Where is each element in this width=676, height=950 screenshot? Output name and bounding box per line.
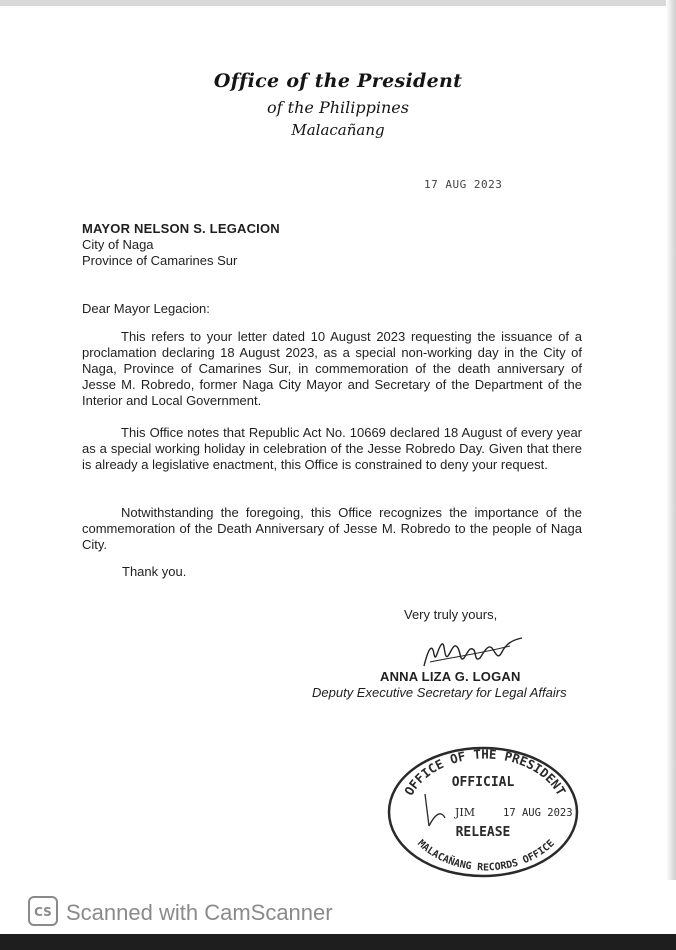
bottom-band (0, 934, 676, 950)
signer-title: Deputy Executive Secretary for Legal Affairs (312, 685, 567, 700)
page-top-edge (0, 0, 676, 6)
stamp-date: 17 AUG 2023 (503, 807, 573, 819)
signer-name: ANNA LIZA G. LOGAN (380, 669, 521, 684)
handwritten-signature (418, 632, 528, 674)
scanner-watermark: Scanned with CamScanner (66, 900, 333, 925)
stamp-official-label: OFFICIAL (451, 775, 515, 790)
addressee-province: Province of Camarines Sur (82, 253, 238, 268)
closing: Very truly yours, (404, 607, 498, 622)
date-stamp: 17 AUG 2023 (424, 178, 503, 191)
body-paragraph-2: This Office notes that Republic Act No. 10669 declared 18 August of every year as a special working holiday in celebration of the Jesse Robredo Day. Given that there is already a legislative enactment, this Office is constrained to deny your request. (82, 425, 582, 472)
letterhead-palace: Malacañang (291, 121, 385, 139)
stamp-initial-scribble (425, 794, 445, 826)
stamp-top-arc-text: OFFICE OF THE PRESIDENT (401, 746, 569, 798)
camscanner-logo-icon (28, 896, 58, 926)
letterhead-country: of the Philippines (267, 98, 409, 117)
stamp-bottom-arc-text: MALACAÑANG RECORDS OFFICE (415, 838, 557, 874)
salutation: Dear Mayor Legacion: (82, 301, 210, 316)
thank-you: Thank you. (122, 564, 187, 579)
body-paragraph-1: This refers to your letter dated 10 August 2023 requesting the issuance of a proclamation declaring 18 August 2023, as a special non-working day in the City of Naga, Province of Camarines Sur, in commemoration of the death anniversary of Jesse M. Robredo, former Naga City Mayor and Secretary of the Department of the Interior and Local Government. (82, 329, 582, 408)
stamp-release-label: RELEASE (455, 825, 511, 840)
svg-text:CS: CS (34, 905, 52, 919)
body-paragraph-3: Notwithstanding the foregoing, this Office recognizes the importance of the commemoration of the Death Anniversary of Jesse M. Robredo to the people of Naga City. (82, 505, 582, 552)
stamp-initials: JIM (455, 806, 476, 819)
addressee-city: City of Naga (82, 237, 154, 252)
letterhead-office: Office of the President (213, 70, 463, 92)
release-stamp (385, 744, 581, 880)
addressee-name: MAYOR NELSON S. LEGACION (82, 221, 280, 236)
